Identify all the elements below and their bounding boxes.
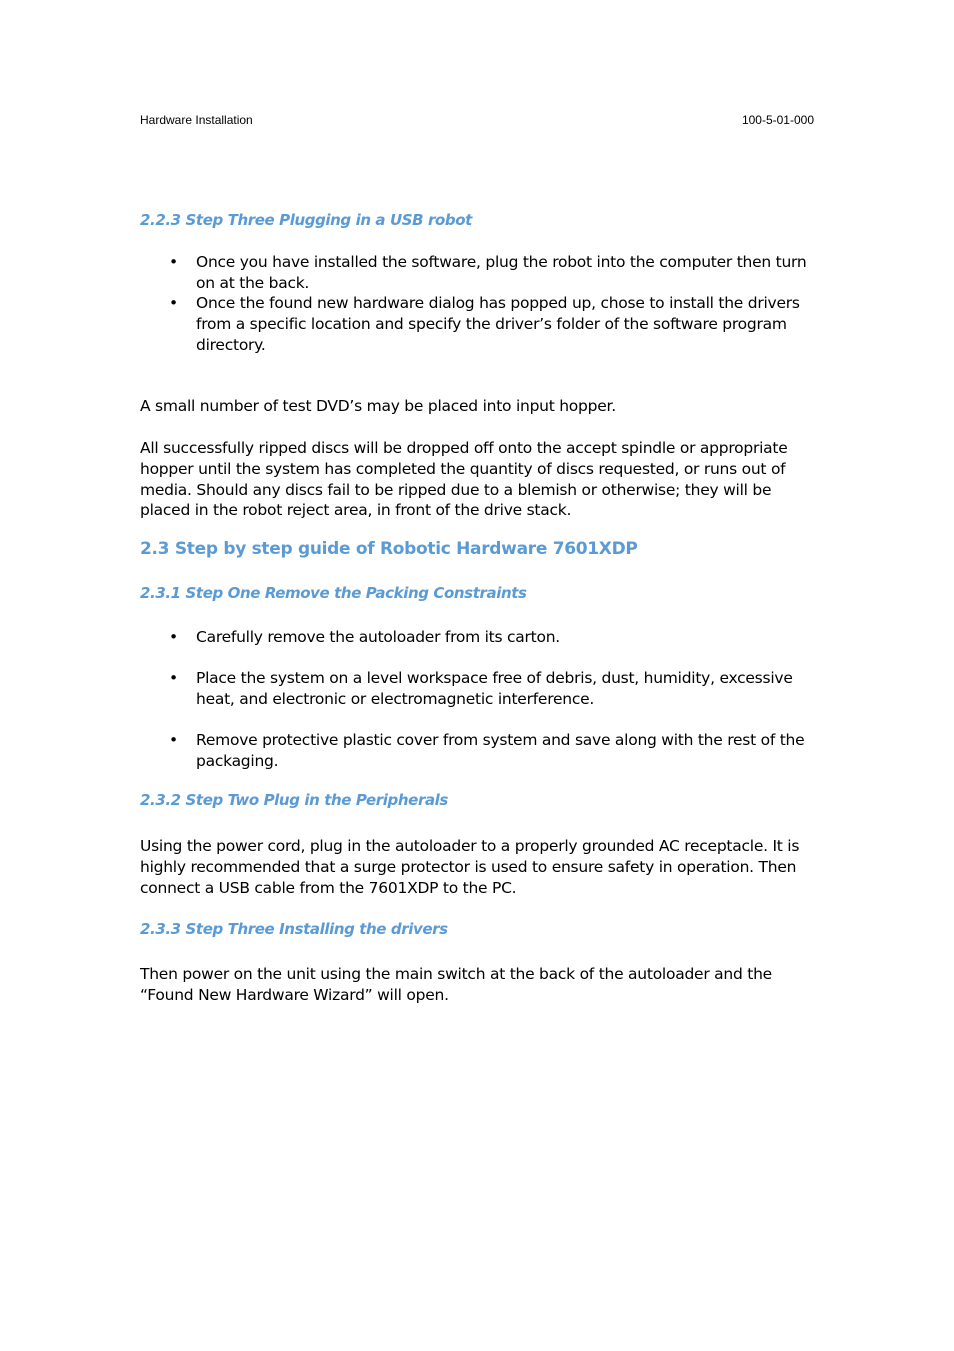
- heading-2-3-3: 2.3.3 Step Three Installing the drivers: [140, 920, 448, 938]
- heading-2-2-3: 2.2.3 Step Three Plugging in a USB robot: [140, 211, 472, 229]
- bullet-icon: •: [169, 669, 178, 687]
- heading-2-3-1: 2.3.1 Step One Remove the Packing Constraints: [140, 584, 527, 602]
- bullet-icon: •: [169, 253, 178, 271]
- list-item-text: Carefully remove the autoloader from its carton.: [196, 628, 560, 646]
- heading-2-3: 2.3 Step by step guide of Robotic Hardware 7601XDP: [140, 539, 638, 559]
- paragraph-power-cord: Using the power cord, plug in the autoloader to a properly grounded AC receptacle. It is highly recommended that a surge protector is used to ensure safety in operation. Then connect a USB cable from the 7601XDP to the PC.: [140, 837, 800, 897]
- list-item-text: Remove protective plastic cover from system and save along with the rest of the packaging.: [196, 731, 805, 770]
- list-item-text: Once you have installed the software, plug the robot into the computer then turn on at the back.: [196, 253, 807, 292]
- bullet-icon: •: [169, 294, 178, 312]
- bullet-icon: •: [169, 628, 178, 646]
- list-item: [140, 252, 820, 294]
- list-item: [140, 730, 820, 772]
- list-item-text: Once the found new hardware dialog has popped up, chose to install the drivers from a specific location and specify the driver’s folder of the software program directory.: [196, 294, 800, 354]
- paragraph-power-on: Then power on the unit using the main switch at the back of the autoloader and the “Found New Hardware Wizard” will open.: [140, 965, 772, 1004]
- header-section-title: Hardware Installation: [140, 113, 253, 127]
- paragraph-ripped-discs: All successfully ripped discs will be dropped off onto the accept spindle or appropriate hopper until the system has completed the quantity of discs requested, or runs out of media. Should any discs fail to be ripped due to a blemish or otherwise; they will be placed in the robot reject area, in front of the drive stack.: [140, 439, 788, 520]
- header-document-number: 100-5-01-000: [741, 113, 814, 127]
- page-header: [140, 113, 814, 127]
- list-item: [140, 627, 820, 648]
- heading-2-3-2: 2.3.2 Step Two Plug in the Peripherals: [140, 791, 448, 809]
- bullet-icon: •: [169, 731, 178, 749]
- list-item: [140, 668, 820, 710]
- list-item: [140, 293, 820, 355]
- list-item-text: Place the system on a level workspace free of debris, dust, humidity, excessive heat, and electronic or electromagnetic interference.: [196, 669, 793, 708]
- paragraph-test-dvds: A small number of test DVD’s may be placed into input hopper.: [140, 397, 616, 415]
